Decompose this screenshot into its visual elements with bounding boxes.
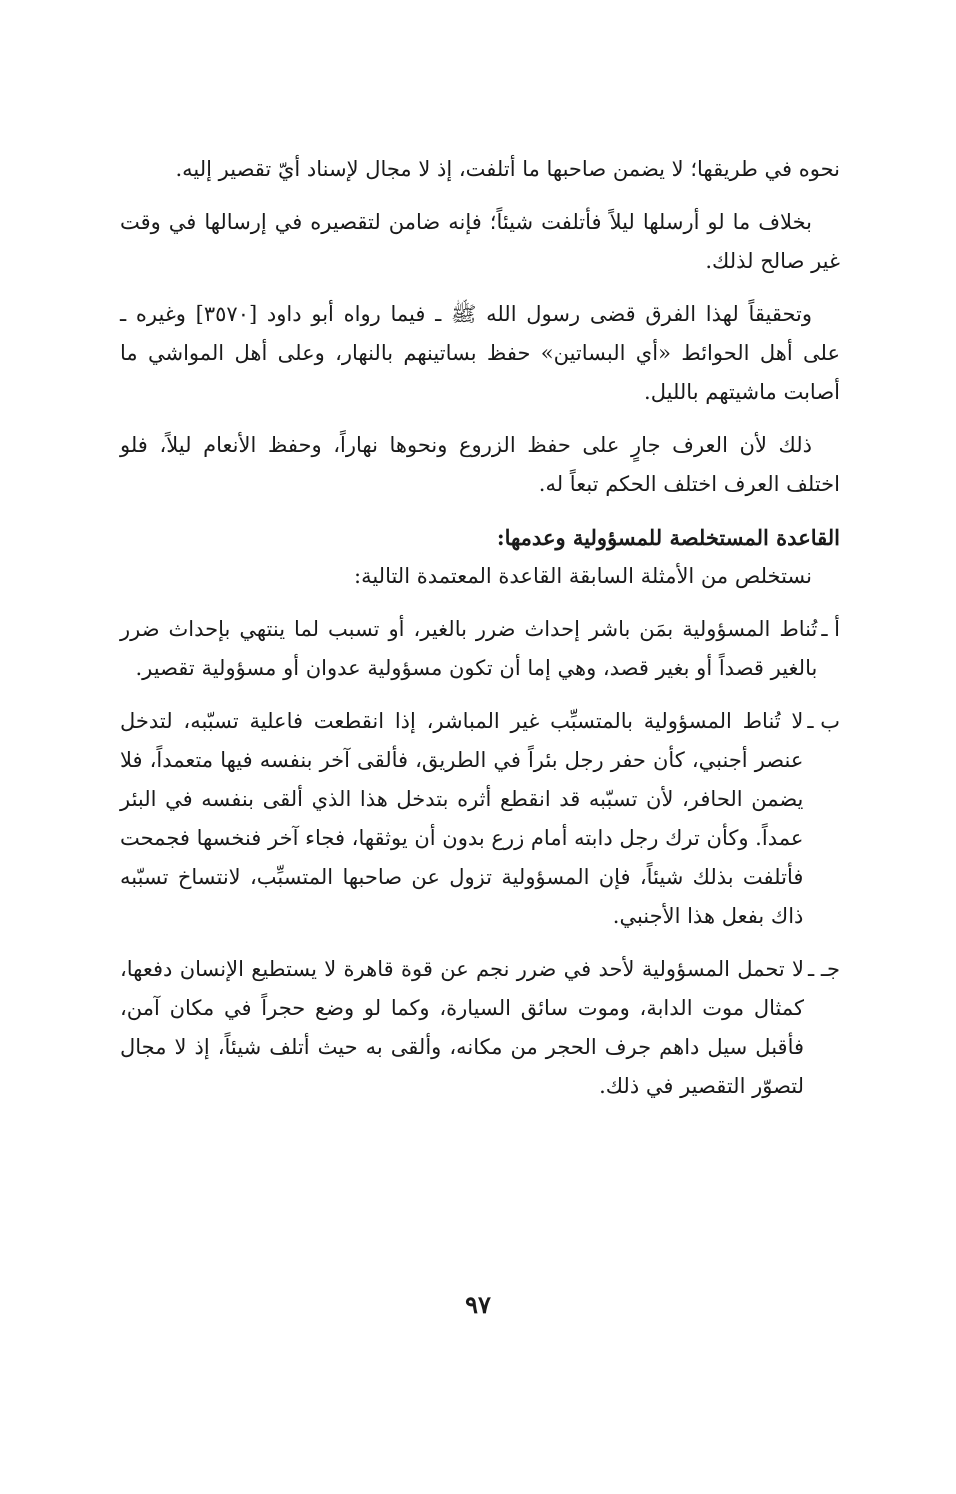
section-heading: القاعدة المستخلصة للمسؤولية وعدمها: [496, 525, 840, 550]
list-marker: ب ـ [807, 709, 840, 733]
section-intro: نستخلص من الأمثلة السابقة القاعدة المعتمدة التالية: [354, 564, 812, 588]
list-marker: جـ ـ [808, 957, 840, 981]
paragraph-1: نحوه في طريقها؛ لا يضمن صاحبها ما أتلفت، إذ لا مجال لإسناد أيّ تقصير إليه. [175, 157, 840, 181]
list-item-a [120, 610, 840, 688]
list-item-text: لا تُناط المسؤولية بالمتسبِّب غير المباشر، إذا انقطعت فاعلية تسبّبه، لتدخل عنصر أجنبي، كأن حفر رجل بئراً في الطريق، فألقى آخر بنفسه فيها متعمداً، فلا يضمن الحافر، لأن تسبّبه قد انقطع أثره بتدخل هذا الذي ألقى بنفسه في البئر عمداً. وكأن ترك رجل دابته أمام زرع بدون أن يوثقها، فجاء آخر فنخسها فجمحت فأتلفت بذلك شيئاً، فإن المسؤولية تزول عن صاحبها المتسبِّب، لانتساخ تسبّبه ذاك بفعل هذا الأجنبي. [120, 709, 804, 928]
page-number: ٩٧ [465, 1290, 491, 1319]
page-body [120, 150, 840, 1120]
list-item-c [120, 950, 840, 1106]
paragraph-4: ذلك لأن العرف جارٍ على حفظ الزروع ونحوها نهاراً، وحفظ الأنعام ليلاً، فلو اختلف العرف اختلف الحكم تبعاً له. [120, 433, 840, 496]
list-item-b [120, 702, 840, 936]
paragraph-3: وتحقيقاً لهذا الفرق قضى رسول الله ﷺ ـ فيما رواه أبو داود [٣٥٧٠] وغيره ـ على أهل الحوائط «أي البساتين» حفظ بساتينهم بالنهار، وعلى أهل المواشي ما أصابت ماشيتهم بالليل. [120, 302, 840, 404]
list-item-text: تُناط المسؤولية بمَن باشر إحداث ضرر بالغير، أو تسبب لما ينتهي بإحداث ضرر بالغير قصداً أو بغير قصد، وهي إما أن تكون مسؤولية عدوان أو مسؤولية تقصير. [120, 617, 818, 680]
list-marker: أ ـ [821, 617, 840, 641]
paragraph-2: بخلاف ما لو أرسلها ليلاً فأتلفت شيئاً؛ فإنه ضامن لتقصيره في إرسالها في وقت غير صالح لذلك. [120, 210, 840, 273]
list-item-text: لا تحمل المسؤولية لأحد في ضرر نجم عن قوة قاهرة لا يستطيع الإنسان دفعها، كمثال موت الدابة، وموت سائق السيارة، وكما لو وضع حجراً في مكان آمن، فأقبل سيل داهم جرف الحجر من مكانه، وألقى به حيث أتلف شيئاً، إذ لا مجال لتصوّر التقصير في ذلك. [120, 957, 805, 1098]
